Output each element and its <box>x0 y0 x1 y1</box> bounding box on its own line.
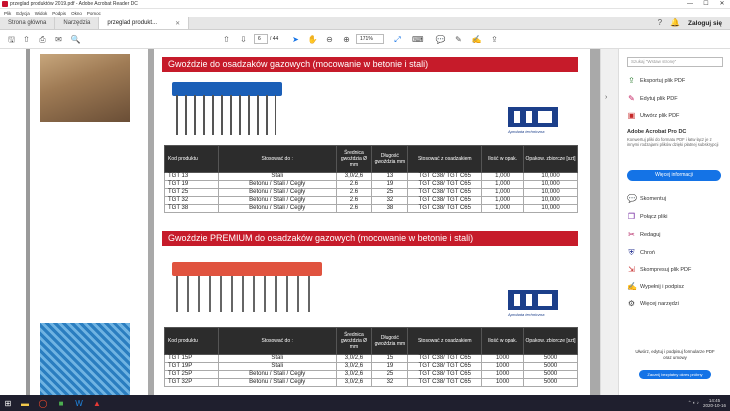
table-cell: Betonu / Stali / Cegły <box>218 379 336 387</box>
notifications-icon[interactable]: 🔔 <box>670 18 681 27</box>
col-header: Długość gwoździa mm <box>372 328 408 355</box>
combine-icon: ❐ <box>627 212 636 221</box>
table-cell: TGT C38/ TGT C65 <box>408 363 482 371</box>
table-cell: Betonu / Stali / Cegły <box>218 197 336 205</box>
steel-structure-photo <box>40 323 130 395</box>
menu-plik[interactable]: Plik <box>4 10 12 16</box>
table-cell: TGT C38/ TGT C65 <box>408 181 482 189</box>
app-icon[interactable]: ■ <box>58 398 64 408</box>
col-header: Ilość w opak. <box>482 328 524 355</box>
compress-icon: ⇲ <box>628 265 635 274</box>
mail-icon[interactable]: ✉ <box>55 35 62 44</box>
window-title: przeglad produktów 2019.pdf - Adobe Acrobat Reader DC <box>10 1 138 7</box>
page-total: / 44 <box>270 36 279 42</box>
table-cell: 5000 <box>524 355 578 363</box>
tool-label: Skompresuj plik PDF <box>640 266 692 273</box>
table-cell: 38 <box>372 205 408 213</box>
table-row <box>165 189 578 197</box>
more-info-button[interactable]: Więcej informacji <box>627 170 721 181</box>
table-cell: 1,000 <box>482 181 524 189</box>
premium-nails-strip-image <box>172 262 322 276</box>
windows-logo-icon: ⊞ <box>4 398 12 408</box>
table-cell: 3,0/2,6 <box>336 355 372 363</box>
redact-icon: ✂ <box>628 230 635 239</box>
clock[interactable] <box>703 398 726 408</box>
table-cell: Stali <box>218 173 336 181</box>
approval-caption: Aprobata techniczna <box>508 312 545 317</box>
more-tools-icon: ⚙ <box>627 299 636 308</box>
tool-label: Utwórz plik PDF <box>640 112 680 119</box>
menu-widok[interactable]: Widok <box>34 10 48 16</box>
col-header: Kod produktu <box>165 328 219 355</box>
table-cell: TGT 13 <box>165 173 219 181</box>
search-icon[interactable]: 🔍 <box>70 35 81 44</box>
start-button[interactable] <box>0 395 16 411</box>
col-header: Średnica gwoździa Ø mm <box>336 328 372 355</box>
table-cell: 1000 <box>482 355 524 363</box>
tool-label: Eksportuj plik PDF <box>640 77 686 84</box>
tab-document[interactable] <box>99 17 189 29</box>
tool-label: Chroń <box>640 249 655 256</box>
table-cell: 1,000 <box>482 189 524 197</box>
tool-create-pdf[interactable] <box>627 111 679 120</box>
start-trial-button[interactable]: Zacznij bezpłatny okres próbny <box>639 370 711 379</box>
share-icon[interactable]: ⇪ <box>491 35 498 44</box>
tool-label: Połącz pliki <box>640 213 668 220</box>
tool-redact[interactable] <box>627 230 661 239</box>
table-cell: 2.6 <box>336 189 372 197</box>
table-row <box>165 181 578 189</box>
help-icon[interactable]: ? <box>657 18 663 27</box>
tool-label: Redaguj <box>640 231 661 238</box>
itk-logo <box>508 107 562 137</box>
approval-caption: Aprobata techniczna <box>508 129 545 134</box>
table-cell: TGT 19 <box>165 181 219 189</box>
col-header: Stosować z osadzakiem <box>408 146 482 173</box>
table-cell: 32 <box>372 197 408 205</box>
hand-icon[interactable]: ✋ <box>307 35 318 44</box>
nails-shanks-image <box>176 95 276 135</box>
tool-label: Więcej narzędzi <box>640 300 679 307</box>
close-window-button[interactable]: ✕ <box>719 1 725 7</box>
system-tray <box>688 398 730 408</box>
table-cell: TGT C38/ TGT C65 <box>408 173 482 181</box>
tab-bar <box>0 17 730 30</box>
save-icon[interactable]: 🖫 <box>8 35 15 44</box>
table-cell: 2.6 <box>336 197 372 205</box>
table-row <box>165 197 578 205</box>
table-cell: 10,000 <box>524 173 578 181</box>
table-cell: 13 <box>372 173 408 181</box>
clock-date: 2020-10-16 <box>702 403 726 408</box>
windows-taskbar <box>0 395 730 411</box>
menu-pomoc[interactable]: Pomoc <box>86 10 101 16</box>
acrobat-taskbar-icon[interactable]: ▲ <box>93 398 101 408</box>
table-cell: 5000 <box>524 363 578 371</box>
table-cell: TGT C38/ TGT C65 <box>408 355 482 363</box>
table-cell: TGT C38/ TGT C65 <box>408 379 482 387</box>
tool-comment[interactable] <box>627 194 666 203</box>
nails-strip-image <box>172 82 282 96</box>
acrobat-app-icon <box>2 1 8 7</box>
edit-icon: ✎ <box>628 94 635 103</box>
col-header: Opakow. zbiorcze [szt] <box>524 328 578 355</box>
table-cell: 5000 <box>524 379 578 387</box>
fit-page-icon[interactable]: ⤢ <box>394 35 401 44</box>
table-cell: 32 <box>372 379 408 387</box>
tray-icons[interactable]: ⌃ ◐ ♪ <box>687 400 699 405</box>
panel-collapse-rail <box>600 49 618 395</box>
tool-label: Edytuj plik PDF <box>640 95 678 102</box>
promo-box <box>619 129 730 147</box>
tools-panel <box>618 49 730 395</box>
table-cell: 10,000 <box>524 197 578 205</box>
table-cell: TGT 15P <box>165 355 219 363</box>
tool-label: Wypełnij i podpisz <box>640 283 684 290</box>
table-cell: Betonu / Stali / Cegły <box>218 181 336 189</box>
section2-title: Gwoździe PREMIUM do osadzaków gazowych (mocowanie w betonie i stali) <box>162 231 578 246</box>
col-header: Długość gwoździa mm <box>372 146 408 173</box>
premium-nails-shanks-image <box>176 276 318 312</box>
table-cell: 3,0/2,6 <box>336 379 372 387</box>
table-cell: 25 <box>372 371 408 379</box>
col-header: Stosować z osadzakiem <box>408 328 482 355</box>
opera-icon[interactable]: ◯ <box>38 398 48 408</box>
table-cell: 3,0/2,6 <box>336 371 372 379</box>
close-tab-icon[interactable]: ✕ <box>175 20 181 27</box>
table-cell: 3,0/2,6 <box>336 173 372 181</box>
col-header: Średnica gwoździa Ø mm <box>336 146 372 173</box>
table-cell: Stali <box>218 355 336 363</box>
section1-title: Gwoździe do osadzaków gazowych (mocowanie w betonie i stali) <box>162 57 578 72</box>
menu-podpis[interactable]: Podpis <box>52 10 67 16</box>
select-cursor-icon[interactable]: ➤ <box>292 35 299 44</box>
table-cell: Stali <box>218 363 336 371</box>
sign-in-link[interactable]: Zaloguj się <box>688 19 722 27</box>
tool-export-pdf[interactable] <box>627 76 685 85</box>
table-cell: 19 <box>372 363 408 371</box>
col-header: Stosować do : <box>218 328 336 355</box>
promo-title: Adobe Acrobat Pro DC <box>627 129 687 135</box>
table-row <box>165 173 578 181</box>
table-cell: 1000 <box>482 371 524 379</box>
tool-protect[interactable] <box>627 248 655 257</box>
table-cell: 15 <box>372 355 408 363</box>
table-cell: 1,000 <box>482 173 524 181</box>
maximize-button[interactable]: ☐ <box>703 1 709 7</box>
table-cell: TGT 32P <box>165 379 219 387</box>
create-icon: ▣ <box>627 111 636 120</box>
tool-combine[interactable] <box>627 212 668 221</box>
table-cell: 25 <box>372 189 408 197</box>
table-cell: 1000 <box>482 363 524 371</box>
clock-time: 14:45 <box>708 398 721 403</box>
tool-fill-sign[interactable] <box>627 282 684 291</box>
comment-icon: 💬 <box>627 194 637 203</box>
zoom-out-icon[interactable]: ⊖ <box>326 35 333 44</box>
minimize-button[interactable]: — <box>687 1 693 7</box>
itk-logo <box>508 290 562 320</box>
word-icon[interactable]: W <box>75 398 83 408</box>
table-cell: 3,0/2,6 <box>336 363 372 371</box>
tab-document-label: przeglad produkt... <box>107 20 158 26</box>
table-cell: Betonu / Stali / Cegły <box>218 205 336 213</box>
table-cell: TGT 25P <box>165 371 219 379</box>
table-row <box>165 371 578 379</box>
keyboard-icon[interactable]: ⌨ <box>412 35 424 44</box>
col-header: Stosować do : <box>218 146 336 173</box>
file-explorer-icon[interactable]: ▬ <box>21 398 29 408</box>
highlight-pen-icon[interactable]: ✎ <box>455 35 462 44</box>
tool-edit-pdf[interactable] <box>627 94 678 103</box>
collapse-panel-icon[interactable]: › <box>605 94 608 101</box>
previous-page-icon[interactable]: ⇧ <box>223 35 230 44</box>
upload-icon[interactable]: ⇧ <box>23 35 30 44</box>
col-header: Opakow. zbiorcze [szt] <box>524 146 578 173</box>
fill-sign-icon: ✍ <box>627 282 637 291</box>
table-cell: 1,000 <box>482 205 524 213</box>
table-cell: Betonu / Stali / Cegły <box>218 371 336 379</box>
page-number-input[interactable]: 6 <box>254 34 268 44</box>
table-cell: 1000 <box>482 379 524 387</box>
table-cell: Betonu / Stali / Cegły <box>218 189 336 197</box>
section1-table <box>164 145 578 213</box>
comment-icon[interactable]: 💬 <box>435 35 446 44</box>
table-row <box>165 355 578 363</box>
table-cell: TGT 38 <box>165 205 219 213</box>
table-cell: TGT C38/ TGT C65 <box>408 371 482 379</box>
tool-label: Skomentuj <box>640 195 666 202</box>
table-cell: 19 <box>372 181 408 189</box>
trial-text: Ułwórz, edytuj i podpisuj formularze PDF oraz umowy <box>635 349 715 360</box>
tab-tools[interactable]: Narzędzia <box>55 17 99 29</box>
sign-icon[interactable]: ✍ <box>471 35 482 44</box>
table-cell: 10,000 <box>524 181 578 189</box>
table-row <box>165 205 578 213</box>
col-header: Ilość w opak. <box>482 146 524 173</box>
table-cell: 1,000 <box>482 197 524 205</box>
toolbar <box>0 30 730 49</box>
promo-text: Konwertuj pliki do formatu PDF i łatw łącz je z innymi rodzajami plików dzięki płatnej subskrypcji <box>627 137 719 147</box>
table-cell: TGT C38/ TGT C65 <box>408 189 482 197</box>
zoom-level-select[interactable]: 171% <box>356 34 384 44</box>
table-row <box>165 379 578 387</box>
export-icon: ⇪ <box>628 76 635 85</box>
table-cell: TGT C38/ TGT C65 <box>408 197 482 205</box>
table-cell: 10,000 <box>524 189 578 197</box>
table-cell: TGT 25 <box>165 189 219 197</box>
table-cell: 5000 <box>524 371 578 379</box>
table-cell: 2.6 <box>336 205 372 213</box>
col-header: Kod produktu <box>165 146 219 173</box>
table-cell: TGT 19P <box>165 363 219 371</box>
next-page-icon[interactable]: ⇩ <box>240 35 247 44</box>
title-bar <box>0 0 730 9</box>
menu-edycja[interactable]: Edycja <box>16 10 30 16</box>
print-icon[interactable]: ⎙ <box>39 35 46 44</box>
tool-more[interactable] <box>627 299 679 308</box>
table-cell: 10,000 <box>524 205 578 213</box>
table-cell: TGT C38/ TGT C65 <box>408 205 482 213</box>
tab-home[interactable]: Strona główna <box>0 17 55 29</box>
table-row <box>165 363 578 371</box>
tools-search-input[interactable]: Szukaj "Wstaw stronę" <box>627 57 723 67</box>
tool-compress[interactable] <box>627 265 691 274</box>
table-cell: TGT 32 <box>165 197 219 205</box>
menu-bar <box>0 9 730 17</box>
construction-photo <box>40 54 130 122</box>
table-cell: 2.6 <box>336 181 372 189</box>
menu-okno[interactable]: Okno <box>71 10 82 16</box>
section2-table <box>164 327 578 387</box>
zoom-in-icon[interactable]: ⊕ <box>343 35 350 44</box>
shield-icon: ⛨ <box>628 248 635 257</box>
